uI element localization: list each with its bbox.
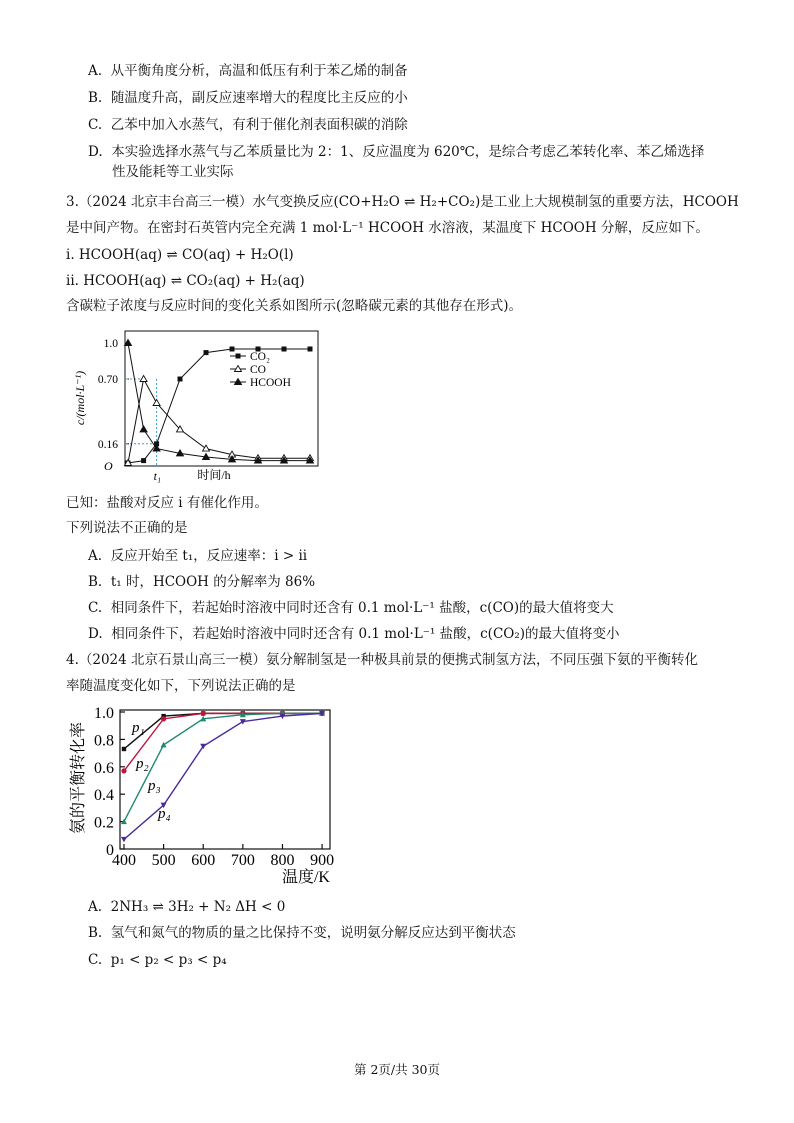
- y-tick-label-2: 0.16: [97, 438, 118, 451]
- x-tick-label-3: 700: [230, 852, 255, 869]
- y-tick-label-5: 1.0: [94, 705, 114, 722]
- q3-option-b: B. t₁ 时，HCOOH 的分解率为 86%: [88, 574, 316, 590]
- data-point-0-5: [230, 347, 235, 352]
- y-tick-label-3: 0.6: [94, 759, 114, 777]
- y-tick-label-1: 0.2: [94, 814, 114, 832]
- legend-label-1: CO: [250, 364, 266, 376]
- q4-line1: 4.（2024 北京石景山高三一模）氨分解制氢是一种极具前景的便携式制氢方法，不同压强下氨的平衡转化: [66, 652, 699, 668]
- q3-line2: 是中间产物。在密封石英管内完全充满 1 mol·L⁻¹ HCOOH 水溶液，某温度下 HCOOH 分解，反应如下。: [66, 220, 709, 236]
- q3-reaction-i: i. HCOOH(aq) ⇌ CO(aq) + H₂O(l): [66, 247, 294, 263]
- data-point-0-4: [204, 350, 209, 355]
- x-tick-label-4: 800: [270, 852, 295, 869]
- origin-label: O: [104, 459, 113, 473]
- data-point-0-7: [282, 347, 287, 352]
- q4-option-b: B. 氢气和氮气的物质的量之比保持不变，说明氨分解反应达到平衡状态: [88, 925, 516, 941]
- q4-line2: 率随温度变化如下，下列说法正确的是: [66, 678, 296, 694]
- data-point-0-1: [141, 458, 146, 463]
- q3-ask: 下列说法不正确的是: [66, 520, 188, 536]
- series-label-3: p₄: [158, 806, 171, 822]
- data-point-0-0: [122, 747, 126, 751]
- series-label-1: p₂: [136, 756, 149, 772]
- legend-marker-0: [236, 354, 241, 359]
- y-tick-label-1: 0.70: [97, 374, 118, 386]
- data-point-1-1: [140, 376, 147, 382]
- data-point-1-0: [121, 768, 126, 773]
- q3-option-c: C. 相同条件下，若起始时溶液中同时还含有 0.1 mol·L⁻¹ 盐酸，c(CO)的最大值将变大: [88, 600, 614, 616]
- q3-option-a: A. 反应开始至 t₁，反应速率：i > ii: [88, 548, 308, 564]
- q2-option-d-cont: 性及能耗等工业实际: [112, 164, 234, 180]
- y-tick-label-0: 1.0: [103, 338, 118, 350]
- y-tick-label-4: 0.8: [94, 732, 114, 750]
- data-point-1-4: [203, 445, 210, 451]
- series-line-1: [124, 713, 322, 771]
- x-tick-label-0: 400: [111, 852, 136, 869]
- x-tick-label-t1: t₁: [153, 469, 162, 483]
- legend-label-0: CO₂: [250, 351, 270, 363]
- data-point-3-0: [121, 837, 127, 843]
- data-point-0-8: [308, 347, 313, 352]
- q3-known: 已知：盐酸对反应 i 有催化作用。: [66, 495, 268, 511]
- series-line-2: [124, 713, 322, 821]
- q3-reaction-ii: ii. HCOOH(aq) ⇌ CO₂(aq) + H₂(aq): [66, 273, 305, 289]
- data-point-1-1: [161, 716, 166, 721]
- series-label-0: p₁: [132, 720, 145, 736]
- q2-option-a: A. 从平衡角度分析，高温和低压有利于苯乙烯的制备: [88, 63, 408, 79]
- q3-option-d: D. 相同条件下，若起始时溶液中同时还含有 0.1 mol·L⁻¹ 盐酸，c(CO₂)的最大值将变小: [88, 626, 620, 642]
- x-tick-label-1: 500: [151, 852, 176, 869]
- x-tick-label-5: 900: [310, 852, 335, 869]
- data-point-1-2: [201, 711, 206, 716]
- data-point-0-3: [178, 377, 183, 382]
- x-tick-label-2: 600: [191, 852, 216, 869]
- legend-label-2: HCOOH: [250, 377, 291, 389]
- page-footer: 第 2页/共 30页: [353, 1062, 441, 1077]
- q2-option-c: C. 乙苯中加入水蒸气，有利于催化剂表面积碳的消除: [88, 117, 408, 133]
- series-label-2: p₃: [148, 778, 161, 794]
- q4-option-a: A. 2NH₃ ⇌ 3H₂ + N₂ ΔH < 0: [88, 899, 286, 915]
- chart-ammonia-conversion: [66, 700, 346, 888]
- y-axis-label: c/(mol·L⁻¹): [73, 370, 87, 426]
- data-point-2-1: [140, 426, 147, 432]
- x-axis-label: 时间/h: [197, 468, 231, 482]
- q2-option-b: B. 随温度升高，副反应速率增大的程度比主反应的小: [88, 90, 408, 106]
- q2-option-d: D. 本实验选择水蒸气与乙苯质量比为 2：1、反应温度为 620℃，是综合考虑乙苯转化率、苯乙烯选择: [88, 144, 705, 160]
- y-tick-label-2: 0.4: [94, 787, 114, 805]
- q4-option-c: C. p₁ < p₂ < p₃ < p₄: [88, 952, 227, 968]
- data-point-2-0: [125, 340, 132, 346]
- data-point-1-2: [153, 400, 160, 406]
- y-axis-label: 氨的平衡转化率: [70, 721, 87, 835]
- chart-concentration-time: [66, 326, 326, 490]
- q3-desc: 含碳粒子浓度与反应时间的变化关系如图所示(忽略碳元素的其他存在形式)。: [66, 298, 523, 314]
- y-tick-label-0: 0: [106, 842, 114, 859]
- q3-line1: 3.（2024 北京丰台高三一模）水气变换反应(CO+H₂O ⇌ H₂+CO₂)是工业上大规模制氢的重要方法，HCOOH: [66, 194, 739, 210]
- x-axis-label: 温度/K: [281, 869, 331, 886]
